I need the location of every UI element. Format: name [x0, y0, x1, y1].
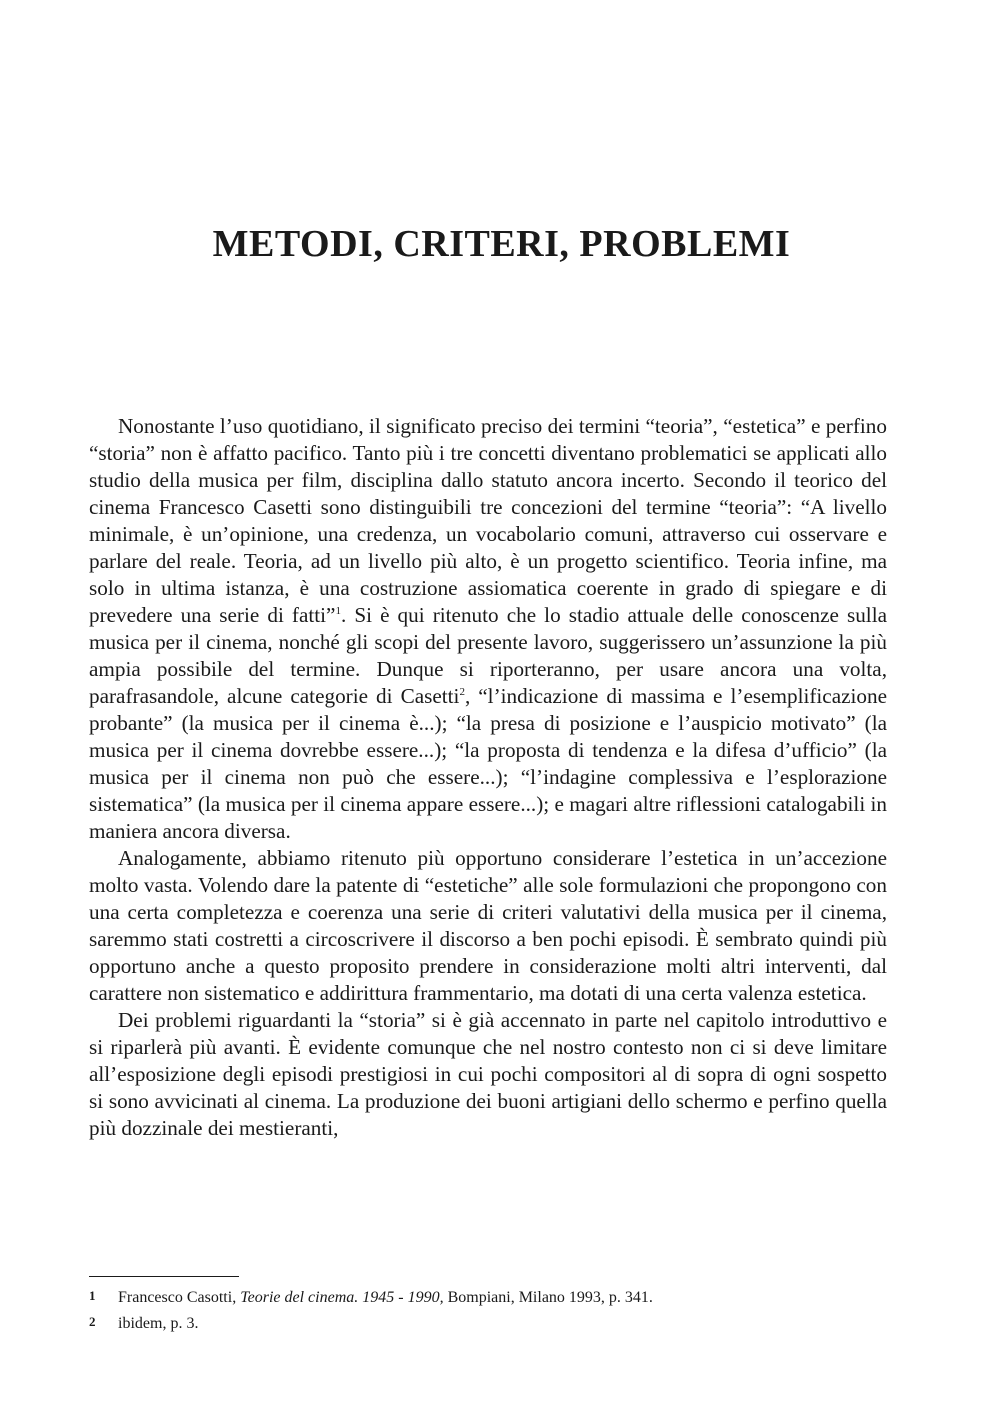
footnote-number: 1 [89, 1288, 96, 1303]
footnote-text-after: Bompiani, Milano 1993, p. 341. [443, 1289, 653, 1306]
footnote-ref: 2 [459, 685, 465, 698]
footnote [89, 1311, 887, 1337]
footnote-ref: 1 [335, 604, 341, 617]
footnote-text-before: Francesco Casotti, [118, 1289, 241, 1306]
footnotes [89, 1276, 887, 1337]
paragraph-text: . Si è qui ritenuto che lo stadio attuale delle conoscenze sulla musica per il cinema, nonché gli scopi del presente lavoro, suggerissero un’assunzione la più ampia possibile del termine. Dunque si riporteranno, per usare ancora una volta, parafrasandole, alcune categorie di Casetti [89, 603, 887, 708]
paragraph-text: , “l’indicazione di massima e l’esemplificazione probante” (la musica per il cinema è...); “la presa di posizione e l’auspicio motivato” (la musica per il cinema dovrebbe essere...); “la proposta di tendenza e la difesa d’ufficio” (la musica per il cinema non può che essere...); “l’indagine complessiva e l’esplorazione sistematica” (la musica per il cinema appare essere...); e magari altre riflessioni catalogabili in maniera ancora diversa. [89, 684, 887, 843]
footnote [89, 1285, 887, 1311]
paragraph-text: Dei problemi riguardanti la “storia” si è già accennato in parte nel capitolo introduttivo e si riparlerà più avanti. È evidente comunque che nel nostro contesto non ci si deve limitare all’esposizione degli episodi prestigiosi in cui pochi compositori al di sopra di ogni sospetto si sono avvicinati al cinema. La produzione dei buoni artigiani dello schermo e perfino quella più dozzinale dei mestieranti, [89, 1008, 887, 1140]
footnote-text [118, 1311, 198, 1337]
body-text [89, 413, 887, 1142]
paragraph-text: Analogamente, abbiamo ritenuto più opportuno considerare l’estetica in un’accezione molto vasta. Volendo dare la patente di “estetiche” alle sole formulazioni che propongono con una certa completezza e coerenza una serie di criteri valutativi della musica per il cinema, saremmo stati costretti a circoscrivere il discorso a ben pochi episodi. È sembrato quindi più opportuno anche a questo proposito prendere in considerazione molti altri interventi, dal carattere non sistematico e addirittura frammentario, ma dotati di una certa valenza estetica. [89, 846, 887, 1005]
paragraph [89, 1007, 887, 1142]
paragraph [89, 845, 887, 1007]
footnote-rule [89, 1276, 239, 1277]
footnote-book-title: Teorie del cinema. 1945 - 1990, [240, 1289, 444, 1306]
paragraph [89, 413, 887, 845]
footnote-number: 2 [89, 1314, 96, 1329]
chapter-title: METODI, CRITERI, PROBLEMI [212, 223, 791, 265]
footnote-text-before: ibidem, p. 3. [118, 1315, 199, 1332]
paragraph-text: Nonostante l’uso quotidiano, il significato preciso dei termini “teoria”, “estetica” e perfino “storia” non è affatto pacifico. Tanto più i tre concetti diventano problematici se applicati allo studio della musica per film, disciplina dallo statuto ancora incerto. Secondo il teorico del cinema Francesco Casetti sono distinguibili tre concezioni del termine “teoria”: “A livello minimale, è un’opinione, una credenza, un vocabolario comuni, attraverso cui osservare e parlare del reale. Teoria, ad un livello più alto, è un progetto scientifico. Teoria infine, ma solo in ultima istanza, è una costruzione assiomatica coerente in grado di spiegare e di prevedere una serie di fatti” [89, 414, 887, 627]
footnote-text [118, 1285, 653, 1311]
